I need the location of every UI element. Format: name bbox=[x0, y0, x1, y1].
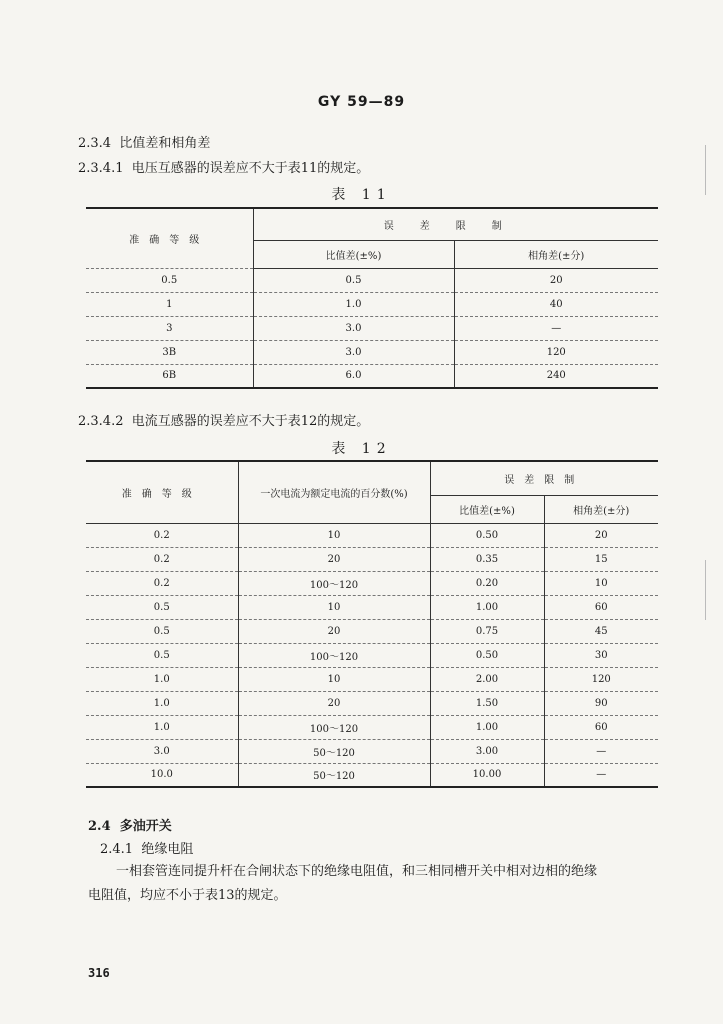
cell-phase: — bbox=[544, 739, 658, 763]
item-number: 2.4.1 bbox=[100, 842, 134, 857]
cell-current: 10 bbox=[238, 523, 430, 547]
header-phase-error: 相角差(±分) bbox=[454, 240, 658, 268]
item-2-3-4-1 bbox=[78, 157, 369, 176]
item-text: 电流互感器的误差应不大于表12的规定。 bbox=[131, 414, 370, 429]
item-number: 2.3.4.2 bbox=[78, 414, 124, 429]
table-row bbox=[86, 316, 658, 340]
cell-current: 10 bbox=[238, 595, 430, 619]
cell-class: 1.0 bbox=[86, 691, 238, 715]
cell-ratio: 10.00 bbox=[430, 763, 544, 787]
section-number: 2.4 bbox=[88, 819, 111, 834]
item-text: 电压互感器的误差应不大于表11的规定。 bbox=[131, 161, 370, 176]
cell-class: 3B bbox=[86, 340, 253, 364]
cell-ratio: 0.50 bbox=[430, 643, 544, 667]
item-2-3-4-2 bbox=[78, 410, 369, 429]
section-2-4-heading bbox=[88, 815, 172, 834]
cell-phase: 90 bbox=[544, 691, 658, 715]
header-error-limit: 误差限制 bbox=[430, 461, 658, 495]
cell-class: 3.0 bbox=[86, 739, 238, 763]
table-row bbox=[86, 292, 658, 316]
cell-ratio: 1.00 bbox=[430, 595, 544, 619]
cell-phase: 20 bbox=[454, 268, 658, 292]
cell-class: 0.2 bbox=[86, 523, 238, 547]
cell-current: 50～120 bbox=[238, 739, 430, 763]
cell-class: 0.5 bbox=[86, 268, 253, 292]
page-number: 316 bbox=[88, 966, 110, 980]
table-row bbox=[86, 595, 658, 619]
table-11-caption: 表 11 bbox=[331, 187, 392, 203]
cell-phase: — bbox=[596, 769, 607, 781]
cell-class: 0.5 bbox=[86, 595, 238, 619]
cell-phase: 20 bbox=[544, 523, 658, 547]
header-ratio-error: 比值差(±%) bbox=[430, 495, 544, 523]
cell-class: 1.0 bbox=[86, 715, 238, 739]
section-title: 比值差和相角差 bbox=[119, 136, 211, 151]
cell-current: 100～120 bbox=[238, 571, 430, 595]
table-row bbox=[86, 571, 658, 595]
cell-current: 100～120 bbox=[238, 643, 430, 667]
table-row bbox=[86, 523, 658, 547]
cell-class: 1.0 bbox=[86, 667, 238, 691]
cell-ratio: 1.0 bbox=[253, 292, 454, 316]
header-phase-error: 相角差(±分) bbox=[544, 495, 658, 523]
item-2-4-1 bbox=[100, 838, 193, 857]
cell-phase: 240 bbox=[546, 370, 566, 382]
cell-phase: 60 bbox=[544, 595, 658, 619]
item-title: 绝缘电阻 bbox=[141, 842, 194, 857]
cell-ratio: 3.00 bbox=[430, 739, 544, 763]
cell-ratio: 0.20 bbox=[430, 571, 544, 595]
cell-current: 20 bbox=[238, 691, 430, 715]
header-ratio-error: 比值差(±%) bbox=[253, 240, 454, 268]
cell-ratio: 0.75 bbox=[430, 619, 544, 643]
cell-current: 20 bbox=[238, 547, 430, 571]
header-error-limit: 误差限制 bbox=[253, 208, 658, 240]
cell-phase: 15 bbox=[544, 547, 658, 571]
table-row bbox=[86, 364, 658, 388]
table-row bbox=[86, 763, 658, 787]
cell-ratio: 2.00 bbox=[430, 667, 544, 691]
header-accuracy-class: 准确等级 bbox=[86, 208, 253, 268]
cell-ratio: 3.0 bbox=[253, 316, 454, 340]
cell-class: 0.5 bbox=[86, 619, 238, 643]
header-accuracy-class: 准确等级 bbox=[86, 461, 238, 523]
cell-class: 1 bbox=[86, 292, 253, 316]
cell-class: 3 bbox=[86, 316, 253, 340]
cell-class: 0.5 bbox=[86, 643, 238, 667]
table-row bbox=[86, 643, 658, 667]
table-row bbox=[86, 547, 658, 571]
cell-ratio: 6.0 bbox=[253, 364, 454, 388]
table-row bbox=[86, 619, 658, 643]
table-row bbox=[86, 340, 658, 364]
cell-phase: 120 bbox=[454, 340, 658, 364]
scan-edge-mark bbox=[705, 560, 706, 620]
table-12 bbox=[86, 460, 658, 788]
paragraph-line-2: 电阻值，均应不小于表13的规定。 bbox=[88, 888, 287, 903]
header-primary-current: 一次电流为额定电流的百分数(%) bbox=[238, 461, 430, 523]
scan-edge-mark bbox=[705, 145, 706, 195]
cell-phase: 40 bbox=[454, 292, 658, 316]
cell-ratio: 0.50 bbox=[430, 523, 544, 547]
cell-current: 100～120 bbox=[238, 715, 430, 739]
cell-class: 0.2 bbox=[86, 547, 238, 571]
cell-ratio: 1.00 bbox=[430, 715, 544, 739]
cell-phase: 10 bbox=[544, 571, 658, 595]
cell-class: 10.0 bbox=[86, 763, 238, 787]
section-number: 2.3.4 bbox=[78, 136, 112, 151]
cell-phase: 45 bbox=[544, 619, 658, 643]
cell-class: 0.2 bbox=[86, 571, 238, 595]
cell-ratio: 0.35 bbox=[430, 547, 544, 571]
table-row bbox=[86, 691, 658, 715]
standard-code: GY 59—89 bbox=[317, 94, 406, 110]
paragraph-line-1: 一相套管连同提升杆在合闸状态下的绝缘电阻值，和三相同槽开关中相对边相的绝缘 bbox=[116, 864, 598, 879]
item-number: 2.3.4.1 bbox=[78, 161, 124, 176]
table-row bbox=[86, 667, 658, 691]
cell-current: 20 bbox=[238, 619, 430, 643]
table-row bbox=[86, 268, 658, 292]
cell-current: 10 bbox=[238, 667, 430, 691]
cell-phase: 60 bbox=[544, 715, 658, 739]
table-row bbox=[86, 739, 658, 763]
cell-current: 50～120 bbox=[238, 763, 430, 787]
cell-phase: 120 bbox=[544, 667, 658, 691]
table-row bbox=[86, 715, 658, 739]
section-2-3-4-heading bbox=[78, 132, 210, 151]
cell-phase: — bbox=[454, 316, 658, 340]
section-title: 多油开关 bbox=[119, 819, 172, 834]
cell-ratio: 1.50 bbox=[430, 691, 544, 715]
cell-ratio: 3.0 bbox=[253, 340, 454, 364]
table-12-caption: 表 12 bbox=[331, 441, 392, 457]
table-11 bbox=[86, 207, 658, 389]
cell-phase: 30 bbox=[544, 643, 658, 667]
cell-class: 6B bbox=[86, 364, 253, 388]
cell-ratio: 0.5 bbox=[253, 268, 454, 292]
